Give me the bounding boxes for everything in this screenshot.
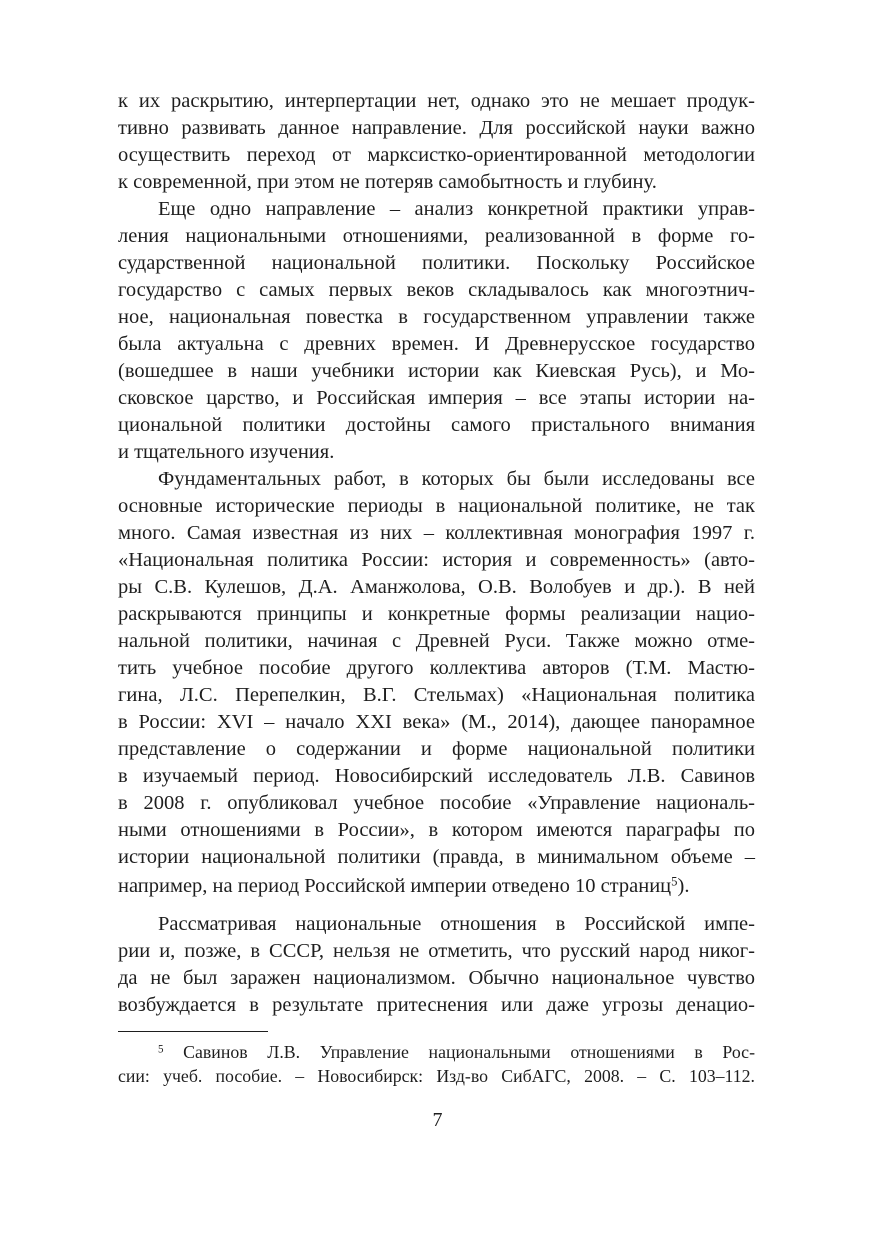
text-line: «Национальная политика России: история и современность» (авто-: [118, 549, 755, 571]
text-line-with-note: [118, 872, 755, 900]
text-line: представление о содержании и форме национальной политики: [118, 738, 755, 760]
text-line: в изучаемый период. Новосибирский исследователь Л.В. Савинов: [118, 765, 755, 787]
text-line: нальной политики, начиная с Древней Руси. Также можно отме-: [118, 630, 755, 652]
text-line: ления национальными отношениями, реализованной в форме го-: [118, 225, 755, 247]
text-line: государство с самых первых веков складывалось как многоэтнич-: [118, 279, 755, 301]
text-line: была актуальна с древних времен. И Древнерусское государство: [118, 333, 755, 355]
text-line: в России: XVI – начало XXI века» (М., 2014), дающее панорамное: [118, 711, 755, 733]
text-line: тить учебное пособие другого коллектива авторов (Т.М. Мастю-: [118, 657, 755, 679]
text-line: сковское царство, и Российская империя – все этапы истории на-: [118, 387, 755, 409]
text-line: осуществить переход от марксистко-ориентированной методологии: [118, 144, 755, 166]
footnote-reference[interactable]: 5: [671, 874, 678, 889]
text-line-part: например, на период Российской империи отведено 10 страниц: [118, 875, 672, 897]
footnote-separator: [118, 1031, 268, 1032]
text-line: возбуждается в результате притеснения или даже угрозы денацио-: [118, 994, 755, 1016]
footnote-line: сии: учеб. пособие. – Новосибирск: Изд-во СибАГС, 2008. – С. 103–112.: [118, 1066, 755, 1086]
text-line-tail: ).: [677, 875, 690, 897]
text-line: и тщательного изучения.: [118, 441, 335, 463]
footnote-mark: 5: [158, 1043, 164, 1056]
text-line: основные исторические периоды в национальной политике, не так: [118, 495, 755, 517]
text-line: да не был заражен национализмом. Обычно национальное чувство: [118, 967, 755, 989]
text-line: ными отношениями в России», в котором имеются параграфы по: [118, 819, 755, 841]
footnote-text: [158, 1040, 755, 1064]
page-number: 7: [432, 1109, 443, 1131]
text-line: Фундаментальных работ, в которых бы были исследованы все: [158, 468, 755, 490]
text-line: много. Самая известная из них – коллективная монография 1997 г.: [118, 522, 755, 544]
text-line: циональной политики достойны самого пристального внимания: [118, 414, 755, 436]
text-line: к их раскрытию, интерпертации нет, однако это не мешает продук-: [118, 90, 755, 112]
text-line: (вошедшее в наши учебники истории как Киевская Русь), и Мо-: [118, 360, 755, 382]
text-line: Еще одно направление – анализ конкретной практики управ-: [158, 198, 755, 220]
text-line: тивно развивать данное направление. Для российской науки важно: [118, 117, 755, 139]
text-line: гина, Л.С. Перепелкин, В.Г. Стельмах) «Национальная политика: [118, 684, 755, 706]
text-line: ное, национальная повестка в государственном управлении также: [118, 306, 755, 328]
text-line: в 2008 г. опубликовал учебное пособие «Управление националь-: [118, 792, 755, 814]
text-line: к современной, при этом не потеряв самобытность и глубину.: [118, 171, 657, 193]
text-line: ры С.В. Кулешов, Д.А. Аманжолова, О.В. Волобуев и др.). В ней: [118, 576, 755, 598]
text-line: Рассматривая национальные отношения в Российской импе-: [158, 913, 755, 935]
footnote-line: Савинов Л.В. Управление национальными отношениями в Рос-: [163, 1042, 755, 1062]
text-line: раскрываются принципы и конкретные формы реализации нацио-: [118, 603, 755, 625]
text-line: сударственной национальной политики. Поскольку Российское: [118, 252, 755, 274]
text-line: истории национальной политики (правда, в минимальном объеме –: [118, 846, 755, 868]
text-line: рии и, позже, в СССР, нельзя не отметить, что русский народ никог-: [118, 940, 755, 962]
